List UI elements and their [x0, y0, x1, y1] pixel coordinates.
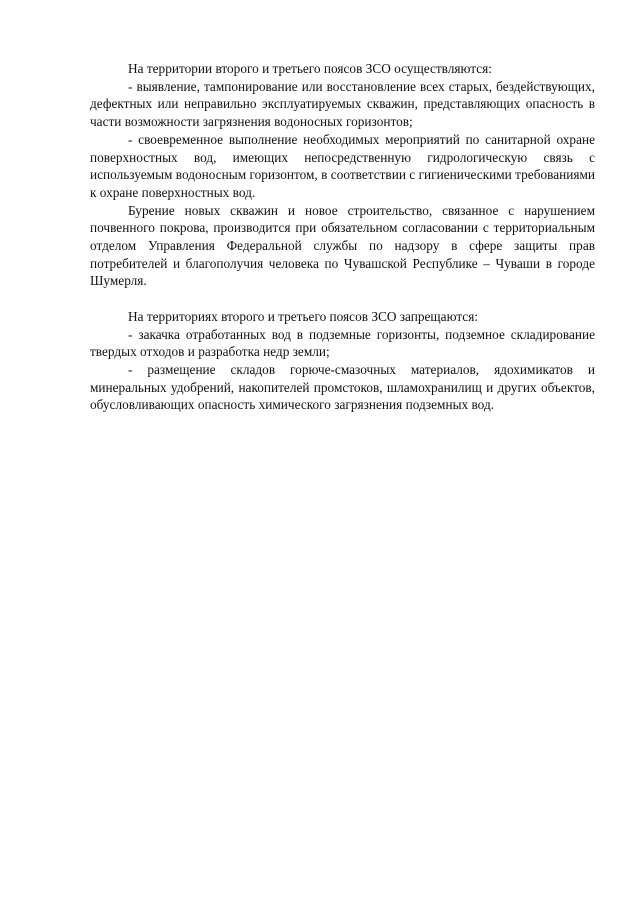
- section1-intro: На территории второго и третьего поясов ЗСО осуществляются:: [128, 61, 492, 76]
- section1-item-2: - своевременное выполнение необходимых мероприятий по санитарной охране поверхностных вод, имеющих непосредственную гидрологическую связь с используемым водоносным горизонтом, в соответствии с гигиеническими требованиями к охране поверхностных вод.: [90, 131, 595, 200]
- section2-item-2: - размещение складов горюче-смазочных материалов, ядохимикатов и минеральных удобрений, накопителей промстоков, шламохранилищ и других объектов, обусловливающих опасность химического загрязнения подземных вод.: [90, 361, 595, 413]
- paragraph-spacer: [90, 290, 595, 308]
- section2-item-1: - закачка отработанных вод в подземные горизонты, подземное складирование твердых отходов и разработка недр земли;: [90, 326, 595, 360]
- document-body: [90, 60, 595, 414]
- section1-item-3: Бурение новых скважин и новое строительство, связанное с нарушением почвенного покрова, производится при обязательном согласовании с территориальным отделом Управления Федеральной службы по надзору в сфере защиты прав потребителей и благополучия человека по Чувашской Республике – Чуваши в городе Шумерля.: [90, 202, 595, 289]
- section2-intro: На территориях второго и третьего поясов ЗСО запрещаются:: [128, 308, 479, 324]
- section1-item-1: - выявление, тампонирование или восстановление всех старых, бездействующих, дефектных или неправильно эксплуатируемых скважин, представляющих опасность в части возможности загрязнения водоносных горизонтов;: [90, 78, 595, 130]
